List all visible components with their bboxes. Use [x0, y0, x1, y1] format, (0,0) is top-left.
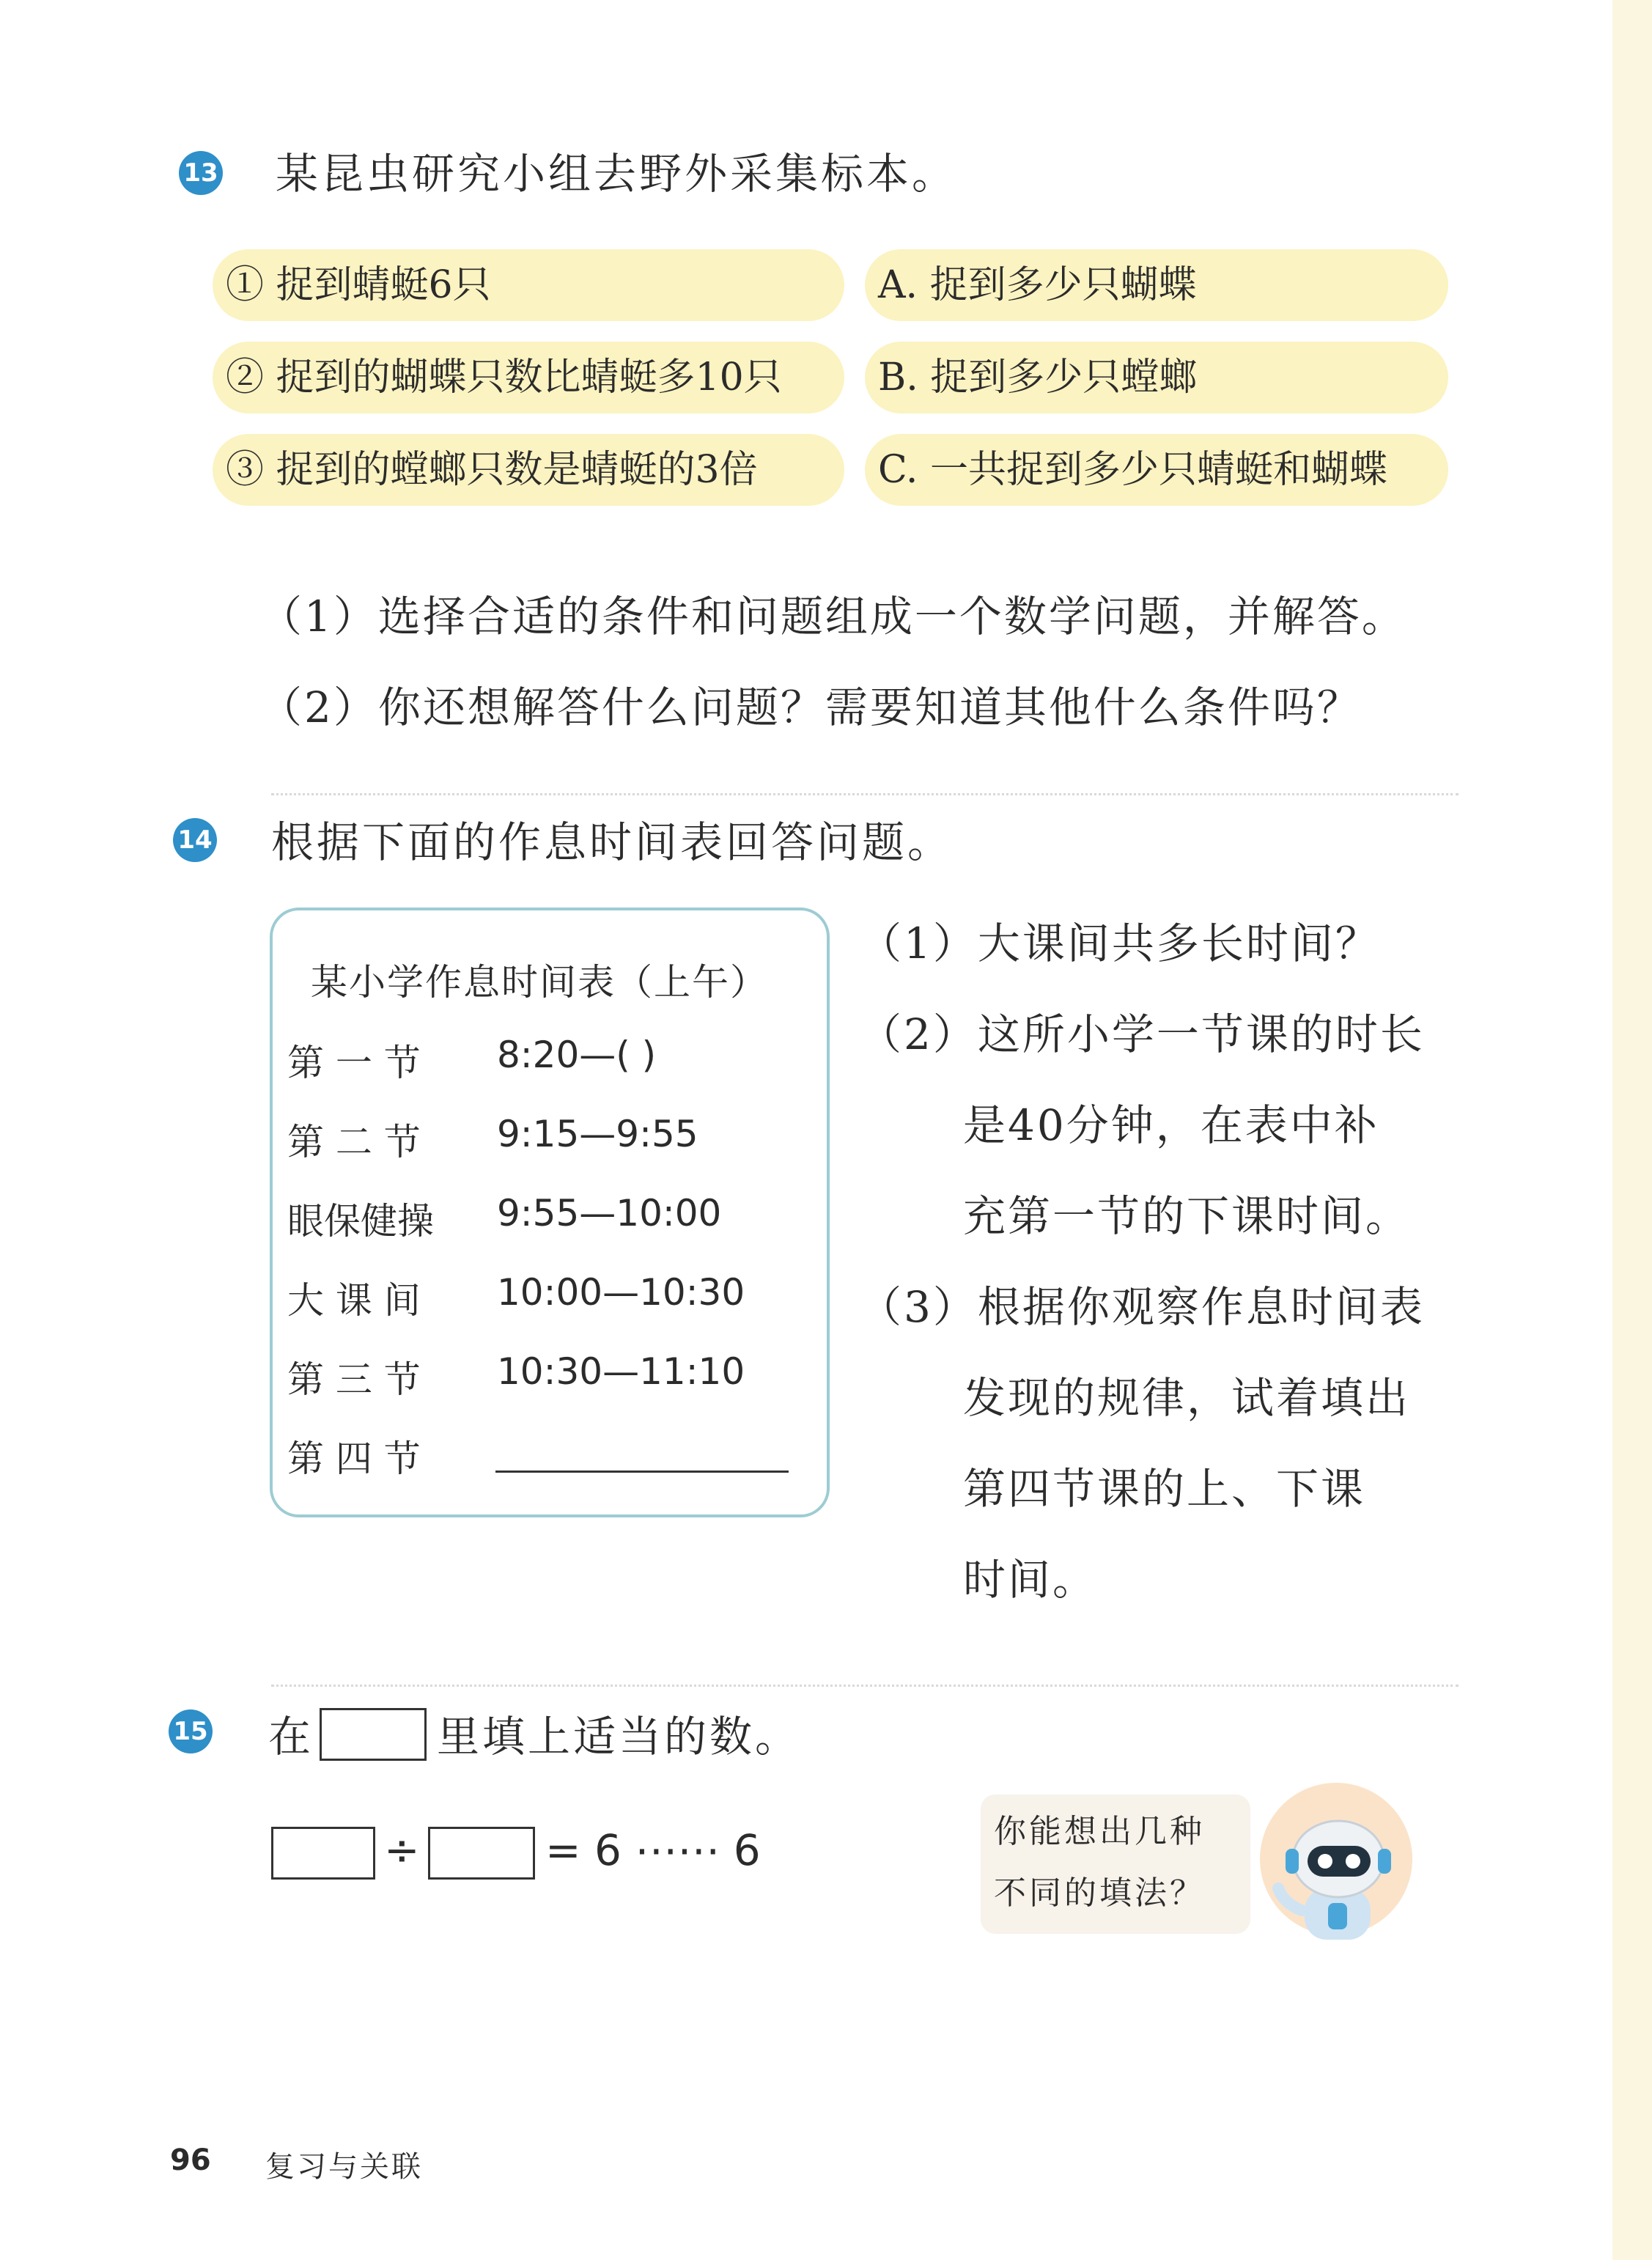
schedule-row-label: 眼保健操 — [287, 1200, 434, 1243]
section-divider — [271, 793, 1459, 795]
problem-13-number-badge: 13 — [179, 151, 223, 195]
problem-14-question-2: （2）这所小学一节课的时长 — [859, 1009, 1425, 1059]
problem-14-question-3: （3）根据你观察作息时间表 — [859, 1282, 1425, 1332]
section-name: 复习与关联 — [265, 2150, 423, 2184]
schedule-row-label: 第 三 节 — [287, 1358, 421, 1401]
problem-13-title: 某昆虫研究小组去野外采集标本。 — [276, 149, 958, 199]
condition-1: ① 捉到蜻蜓6只 — [213, 249, 844, 321]
problem-14-question-3-line: 时间。 — [963, 1555, 1098, 1605]
schedule-table-title: 某小学作息时间表（上午） — [311, 961, 768, 1004]
schedule-row-time: 9:15—9:55 — [497, 1113, 698, 1155]
problem-14-question-3-line: 第四节课的上、下课 — [963, 1464, 1366, 1514]
schedule-row-time: 9:55—10:00 — [497, 1192, 722, 1234]
schedule-row-time: 8:20—( ) — [497, 1034, 657, 1076]
divide-sign: ÷ — [384, 1825, 420, 1875]
hint-text-line-2: 不同的填法？ — [994, 1874, 1205, 1912]
schedule-row-time: 10:00—10:30 — [497, 1271, 745, 1314]
section-divider — [271, 1685, 1459, 1687]
question-c: C. 一共捉到多少只蜻蜓和蝴蝶 — [865, 434, 1448, 506]
question-b: B. 捉到多少只螳螂 — [865, 342, 1448, 413]
schedule-row-time: 10:30—11:10 — [497, 1350, 745, 1393]
divisor-input-box[interactable] — [428, 1827, 535, 1880]
condition-3: ③ 捉到的螳螂只数是蜻蜓的3倍 — [213, 434, 844, 506]
problem-13-sub-question-2: （2）你还想解答什么问题？需要知道其他什么条件吗？ — [259, 682, 1362, 732]
problem-15-title-end: 里填上适当的数。 — [437, 1712, 801, 1762]
problem-14-title: 根据下面的作息时间表回答问题。 — [271, 817, 954, 867]
problem-13-sub-question-1: （1）选择合适的条件和问题组成一个数学问题，并解答。 — [259, 592, 1406, 641]
problem-15-number-badge: 15 — [169, 1709, 213, 1753]
schedule-row-label: 大 课 间 — [287, 1279, 421, 1322]
robot-mascot-icon — [1258, 1778, 1415, 1940]
problem-15-title-start: 在 — [268, 1712, 314, 1762]
problem-14-question-2-line: 充第一节的下课时间。 — [963, 1191, 1411, 1241]
example-blank-box — [320, 1708, 427, 1761]
page-number: 96 — [170, 2143, 211, 2177]
dividend-input-box[interactable] — [271, 1827, 375, 1880]
page-edge-strip — [1612, 0, 1652, 2260]
problem-14-number-badge: 14 — [173, 818, 217, 862]
problem-14-question-3-line: 发现的规律，试着填出 — [963, 1373, 1411, 1423]
condition-2: ② 捉到的蝴蝶只数比蜻蜓多10只 — [213, 342, 844, 413]
hint-text-line-1: 你能想出几种 — [994, 1813, 1205, 1850]
schedule-row-label: 第 四 节 — [287, 1438, 421, 1480]
question-a: A. 捉到多少只蝴蝶 — [865, 249, 1448, 321]
problem-14-question-2-line: 是40分钟，在表中补 — [963, 1100, 1379, 1150]
schedule-row-label: 第 二 节 — [287, 1121, 421, 1163]
schedule-row-label: 第 一 节 — [287, 1042, 421, 1084]
problem-14-question-1: （1）大课间共多长时间？ — [859, 919, 1380, 968]
fourth-period-answer-line[interactable] — [495, 1471, 789, 1473]
equation-result: = 6 ⋯⋯ 6 — [545, 1825, 761, 1875]
